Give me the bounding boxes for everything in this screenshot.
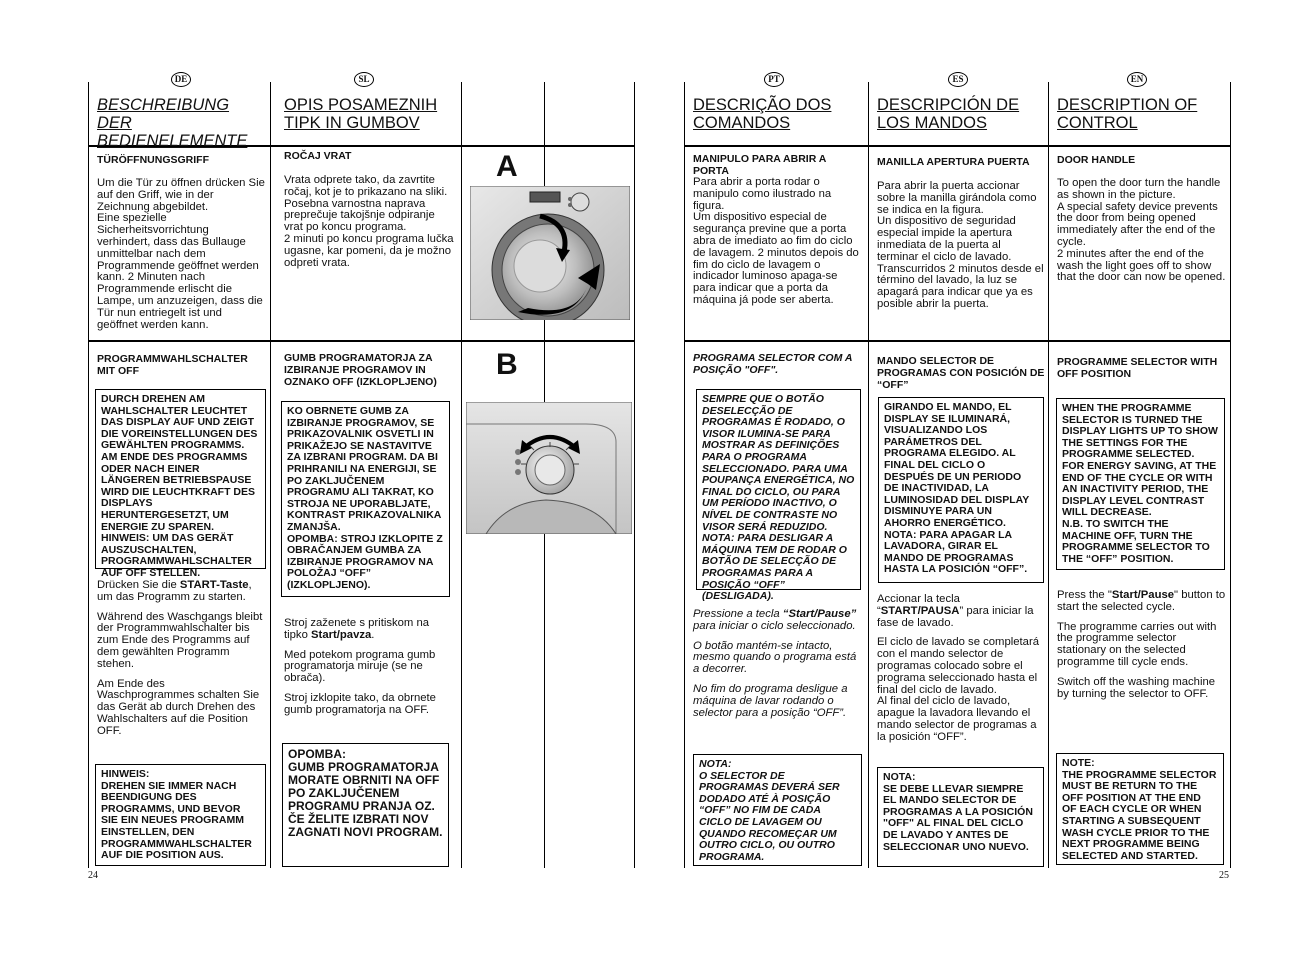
selector-heading-de: PROGRAMMWAHLSCHALTER MIT OFF bbox=[97, 353, 248, 377]
selector-text-pt: Pressione a tecla “Start/Pause” para iniciar o ciclo seleccionado. O botão mantém-se intacto, mesmo quando o programa está a decorrer. No fim do programa desligue a máquina de lavar rodando o selector para a posição “OFF”. bbox=[693, 608, 857, 719]
column-divider bbox=[270, 82, 271, 868]
selector-info-box-sl: KO OBRNETE GUMB ZA IZBIRANJE PROGRAMOV, SE PRIKAZOVALNIK OSVETLI IN PRIKAŽEJO SE NASTAVITVE ZA IZBRANI PROGRAM. DA BI PRIHRANILI NA ENERGIJI, SE PO ZAKLJUČENEM PROGRAMU ALI TAKRAT, KO STROJA NE UPORABLJATE, KONTRAST PRIKAZOVALNIKA ZMANJŠA. OPOMBA: STROJ IZKLOPITE Z OBRAČANJEM GUMBA ZA IZBIRANJE PROGRAMOV NA POLOŽAJ “OFF” (IZKLOPLJENO). bbox=[281, 401, 450, 597]
column-divider bbox=[634, 82, 635, 868]
section-title-sl: OPIS POSAMEZNIH TIPK IN GUMBOV bbox=[284, 96, 438, 132]
selector-text-sl: Stroj zaženete s pritiskom na tipko Start/pavza. Med potekom programa gumb programatorja miruje (se ne obrača). Stroj izklopite tako, da obrnete gumb programatorja na OFF. bbox=[284, 617, 436, 716]
section-title-es: DESCRIPCIÓN DE LOS MANDOS bbox=[877, 96, 1020, 132]
language-badge-en: EN bbox=[1127, 72, 1147, 87]
language-badge-de: DE bbox=[171, 72, 191, 87]
language-badge-sl: SL bbox=[354, 72, 374, 87]
selector-info-box-de: DURCH DREHEN AM WAHLSCHALTER LEUCHTET DAS DISPLAY AUF UND ZEIGT DIE VOREINSTELLUNGEN DES GEWÄHLTEN PROGRAMMS. AM ENDE DES PROGRAMMS ODER NACH EINER LÄNGEREN BETRIEBSPAUSE WIRD DIE LEUCHTKRAFT DES DISPLAYS HERUNTERGESETZT, UM ENERGIE ZU SPAREN. HINWEIS: UM DAS GERÄT AUSZUSCHALTEN, PROGRAMMWAHLSCHALTER AUF OFF STELLEN. bbox=[95, 389, 266, 569]
door-text-pt: Para abrir a porta rodar o manipulo como ilustrado na figura. Um dispositivo especial de segurança previne que a porta abra de imediato ao fim do ciclo de lavagem. 2 minutos depois do fim do ciclo de lavagem o indicador luminoso apaga-se para indicar que a porta da máquina já pode ser aberta. bbox=[693, 176, 859, 306]
selector-heading-es: MANDO SELECTOR DE PROGRAMAS CON POSICIÓN DE “OFF” bbox=[877, 355, 1045, 391]
door-text-es: Para abrir la puerta accionar sobre la manilla girándola como se indica en la figura. Un dispositivo de seguridad especial impide la apertura inmediata de la puerta al terminar el ciclo de lavado. Transcurridos 2 minutos desde el término del lavado, la luz se apagará para indicar que ya es posible abrir la puerta. bbox=[877, 180, 1044, 310]
row-divider bbox=[685, 145, 1230, 147]
door-text-sl: Vrata odprete tako, da zavrtite ročaj, kot je to prikazano na sliki. Posebna varnostna naprava preprečuje takojšnje odpiranje vrat po koncu programa. 2 minuti po koncu programa lučka ugasne, kar pomeni, da je možno odpreti vrata. bbox=[284, 174, 454, 269]
start-key-label: “Start/Pause” bbox=[782, 608, 857, 620]
column-divider bbox=[461, 82, 462, 868]
column-divider bbox=[684, 82, 685, 868]
page-number-right: 25 bbox=[1219, 870, 1229, 881]
column-divider bbox=[868, 82, 869, 868]
column-divider bbox=[1048, 82, 1049, 868]
door-heading-de: TÜRÖFFNUNGSGRIFF bbox=[97, 154, 209, 166]
start-key-label: Start/pavza bbox=[311, 628, 372, 641]
selector-heading-en: PROGRAMME SELECTOR WITH OFF POSITION bbox=[1057, 356, 1218, 380]
door-text-de: Um die Tür zu öffnen drücken Sie auf den Griff, wie in der Zeichnung abgebildet. Eine spezielle Sicherheitsvorrichtung verhindert, dass das Bullauge unmittelbar nach dem Programmende geöffnet werden kann. 2 Minuten nach Programmende erlischt die Lampe, um anzuzeigen, dass die Tür nun entriegelt ist und geöffnet werden kann. bbox=[97, 177, 265, 331]
start-key-label: Start/Pause bbox=[1111, 589, 1175, 601]
column-divider bbox=[1230, 82, 1231, 868]
door-heading-es: MANILLA APERTURA PUERTA bbox=[877, 156, 1030, 168]
selector-info-box-pt: SEMPRE QUE O BOTÃO DESELECÇÃO DE PROGRAMAS É RODADO, O VISOR ILUMINA-SE PARA MOSTRAR AS DEFINIÇÕES PARA O PROGRAMA SELECCIONADO. PARA UMA POUPANÇA ENERGÉTICA, NO FINAL DO CICLO, OU PARA UM PERÍODO INACTIVO, O NÍVEL DE CONTRASTE NO VISOR SERÁ REDUZIDO. NOTA: PARA DESLIGAR A MÁQUINA TEM DE RODAR O BOTÃO DE SELECÇÃO DE PROGRAMAS PARA A POSIÇÃO “OFF” (DESLIGADA). bbox=[696, 389, 861, 590]
note-box-es: NOTA: SE DEBE LLEVAR SIEMPRE EL MANDO SELECTOR DE PROGRAMAS A LA POSICIÓN "OFF" AL FINAL DEL CICLO DE LAVADO Y ANTES DE SELECCIONAR UNO NUEVO. bbox=[877, 767, 1044, 867]
selector-heading-pt: PROGRAMA SELECTOR COM A POSIÇÃO "OFF". bbox=[693, 352, 853, 376]
note-box-sl: OPOMBA: GUMB PROGRAMATORJA MORATE OBRNITI NA OFF PO ZAKLJUČENEM PROGRAMU PRANJA OZ. ČE ŽELITE IZBRATI NOV ZAGNATI NOVI PROGRAM. bbox=[282, 743, 449, 867]
selector-info-box-en: WHEN THE PROGRAMME SELECTOR IS TURNED THE DISPLAY LIGHTS UP TO SHOW THE SETTINGS FOR THE PROGRAMME SELECTED. FOR ENERGY SAVING, AT THE END OF THE CYCLE OR WITH AN INACTIVITY PERIOD, THE DISPLAY LEVEL CONTRAST WILL DECREASE. N.B. TO SWITCH THE MACHINE OFF, TURN THE PROGRAMME SELECTOR TO THE “OFF” POSITION. bbox=[1056, 398, 1225, 570]
column-divider bbox=[88, 82, 89, 868]
selector-text-es: Accionar la tecla “START/PAUSA” para iniciar la fase de lavado. El ciclo de lavado se completará con el mando selector de programas colocado sobre el programa seleccionado hasta el final del ciclo de lavado. Al final del ciclo de lavado, apague la lavadora llevando el mando selector de programas a la posición “OFF”. bbox=[877, 593, 1040, 743]
section-title-pt: DESCRIÇÃO DOS COMANDOS bbox=[693, 96, 832, 132]
door-heading-en: DOOR HANDLE bbox=[1057, 154, 1136, 166]
note-box-pt: NOTA: O SELECTOR DE PROGRAMAS DEVERÁ SER DODADO ATÉ À POSIÇÃO “OFF” NO FIM DE CADA CICLO DE LAVAGEM OU QUANDO RECOMEÇAR UM OUTRO CICLO, OU OUTRO PROGRAMA. bbox=[693, 754, 862, 866]
row-divider bbox=[89, 340, 634, 342]
figure-label-b: B bbox=[496, 348, 518, 381]
selector-text-en: Press the "Start/Pause" button to start the selected cycle. The programme carries out with the programme selector stationary on the selected programme till cycle ends. Switch off the washing machine by turning the selector to OFF. bbox=[1057, 589, 1226, 700]
note-box-en: NOTE: THE PROGRAMME SELECTOR MUST BE RETURN TO THE OFF POSITION AT THE END OF EACH CYCLE OR WHEN STARTING A SUBSEQUENT WASH CYCLE PRIOR TO THE NEXT PROGRAMME BEING SELECTED AND STARTED. bbox=[1056, 753, 1224, 865]
language-badge-es: ES bbox=[948, 72, 968, 87]
note-box-de: HINWEIS: DREHEN SIE IMMER NACH BEENDIGUNG DES PROGRAMMS, UND BEVOR SIE EIN NEUES PROGRAMM EINSTELLEN, DEN PROGRAMMWAHLSCHALTER AUF DIE POSITION AUS. bbox=[95, 764, 266, 866]
door-text-en: To open the door turn the handle as shown in the picture. A special safety device prevents the door from being opened immediately after the end of the cycle. 2 minutes after the end of the wash the light goes off to show that the door can now be opened. bbox=[1057, 177, 1226, 284]
figure-label-a: A bbox=[496, 150, 518, 183]
program-selector-illustration bbox=[466, 402, 632, 534]
door-heading-sl: ROČAJ VRAT bbox=[284, 150, 352, 162]
start-key-label: START-Taste bbox=[179, 579, 249, 591]
page-number-left: 24 bbox=[88, 870, 98, 881]
start-key-label: START/PAUSA bbox=[880, 604, 960, 617]
door-handle-illustration bbox=[470, 186, 630, 320]
language-badge-pt: PT bbox=[764, 72, 784, 87]
section-title-de: BESCHREIBUNG DER BEDIENELEMENTE bbox=[97, 96, 248, 150]
selector-text-de: Drücken Sie die START-Taste, um das Programm zu starten. Während des Waschgangs bleibt der Programmwahlschalter bis zum Ende des Programms auf dem gewählten Programm stehen. Am Ende des Waschprogrammes schalten Sie das Gerät ab durch Drehen des Wahlschalters auf die Position OFF. bbox=[97, 579, 263, 737]
door-heading-pt: MANIPULO PARA ABRIR A PORTA bbox=[693, 153, 826, 177]
row-divider bbox=[685, 340, 1230, 342]
selector-heading-sl: GUMB PROGRAMATORJA ZA IZBIRANJE PROGRAMOV IN OZNAKO OFF (IZKLOPLJENO) bbox=[284, 352, 437, 388]
selector-info-box-es: GIRANDO EL MANDO, EL DISPLAY SE ILUMINARÁ, VISUALIZANDO LOS PARÁMETROS DEL PROGRAMA ELEGIDO. AL FINAL DEL CICLO O DESPUÉS DE UN PERIODO DE INACTIVIDAD, LA LUMINOSIDAD DEL DISPLAY DISMINUYE PARA UN AHORRO ENERGÉTICO. NOTA: PARA APAGAR LA LAVADORA, GIRAR EL MANDO DE PROGRAMAS HASTA LA POSICIÓN “OFF”. bbox=[878, 397, 1044, 583]
section-title-en: DESCRIPTION OF CONTROL bbox=[1057, 96, 1198, 132]
